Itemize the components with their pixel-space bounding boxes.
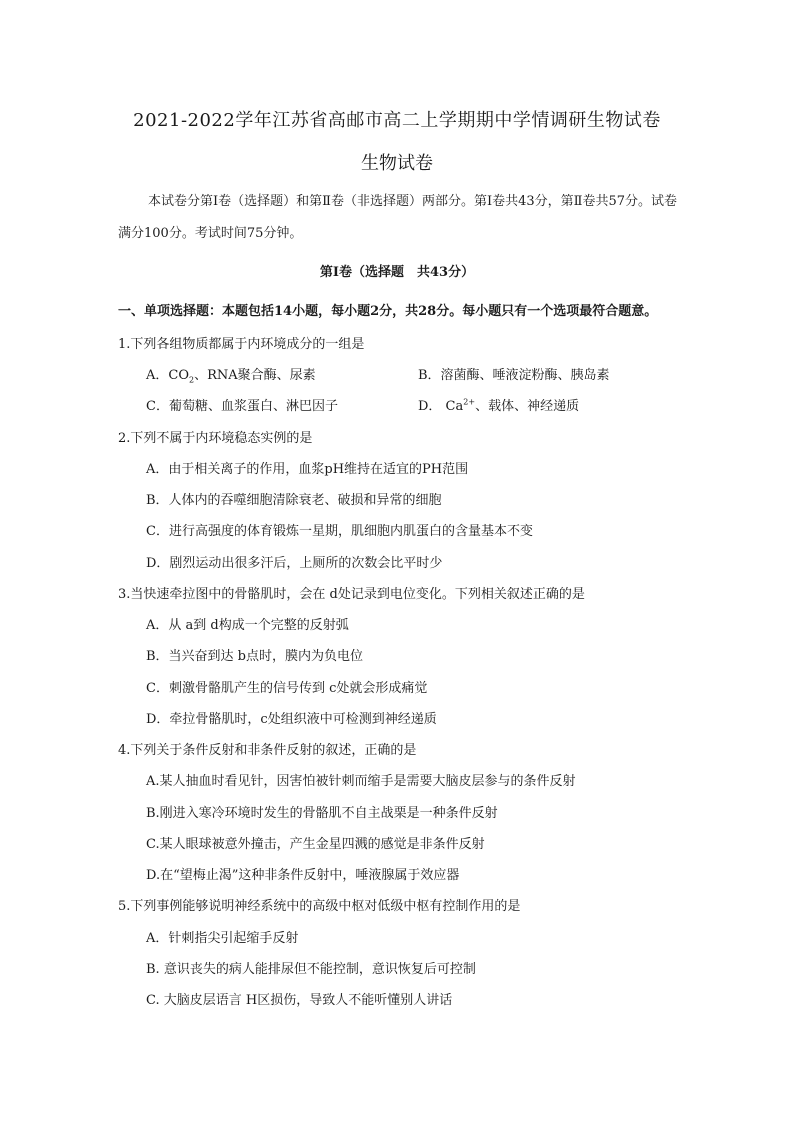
exam-instructions: 本试卷分第Ⅰ卷（选择题）和第Ⅱ卷（非选择题）两部分。第Ⅰ卷共43分，第Ⅱ卷共57分。试卷满分100分。考试时间75分钟。 [118, 194, 678, 241]
question-3-stem: 3.当快速牵拉图中的骨骼肌时，会在 d处记录到电位变化。下列相关叙述正确的是 [118, 587, 585, 602]
question-2-stem: 2.下列不属于内环境稳态实例的是 [118, 431, 313, 446]
question-4-stem: 4.下列关于条件反射和非条件反射的叙述，正确的是 [118, 743, 417, 758]
exam-title: 2021-2022学年江苏省高邮市高二上学期期中学情调研生物试卷 [133, 110, 661, 131]
question-3-option-d: D．牵拉骨骼肌时，c处组织液中可检测到神经递质 [146, 712, 437, 727]
question-1-option-d: D． $Ca^{2+}$、载体、神经递质 [418, 397, 580, 414]
section-heading: 第Ⅰ卷（选择题 共43分） [319, 265, 475, 280]
question-4-option-d: D.在“望梅止渴”这种非条件反射中，唾液腺属于效应器 [146, 868, 460, 883]
question-1-option-c: C．葡萄糖、血浆蛋白、淋巴因子 [146, 399, 338, 414]
question-1-stem: 1.下列各组物质都属于内环境成分的一组是 [118, 337, 365, 352]
question-3-option-b: B．当兴奋到达 b点时，膜内为负电位 [146, 649, 364, 664]
question-2-option-d: D．剧烈运动出很多汗后，上厕所的次数会比平时少 [146, 556, 443, 571]
question-1-option-a: A．$CO_2$、RNA聚合酶、尿素 [146, 368, 316, 385]
question-5-stem: 5.下列事例能够说明神经系统中的高级中枢对低级中枢有控制作用的是 [118, 899, 521, 914]
question-2-option-b: B．人体内的吞噬细胞清除衰老、破损和异常的细胞 [146, 493, 442, 508]
question-3-option-a: A．从 a到 d构成一个完整的反射弧 [146, 618, 349, 633]
question-1-option-b: B．溶菌酶、唾液淀粉酶、胰岛素 [418, 368, 610, 383]
question-4-option-b: B.刚进入寒冷环境时发生的骨骼肌不自主战栗是一种条件反射 [146, 806, 498, 821]
exam-subtitle: 生物试卷 [361, 153, 433, 174]
question-5-option-b: B. 意识丧失的病人能排尿但不能控制，意识恢复后可控制 [146, 962, 476, 977]
question-4-option-c: C.某人眼球被意外撞击，产生金星四溅的感觉是非条件反射 [146, 837, 485, 852]
question-2-option-c: C．进行高强度的体育锻炼一星期，肌细胞内肌蛋白的含量基本不变 [146, 524, 533, 539]
question-5-option-a: A．针刺指尖引起缩手反射 [146, 931, 299, 946]
question-4-option-a: A.某人抽血时看见针，因害怕被针刺而缩手是需要大脑皮层参与的条件反射 [146, 774, 576, 789]
question-3-option-c: C．刺激骨骼肌产生的信号传到 c处就会形成痛觉 [146, 681, 428, 696]
part-heading: 一、单项选择题：本题包括14小题，每小题2分，共28分。每小题只有一个选项最符合题意。 [118, 304, 658, 319]
question-2-option-a: A．由于相关离子的作用，血浆pH维持在适宜的PH范围 [146, 462, 469, 477]
question-5-option-c: C. 大脑皮层语言 H区损伤，导致人不能听懂别人讲话 [146, 993, 453, 1008]
